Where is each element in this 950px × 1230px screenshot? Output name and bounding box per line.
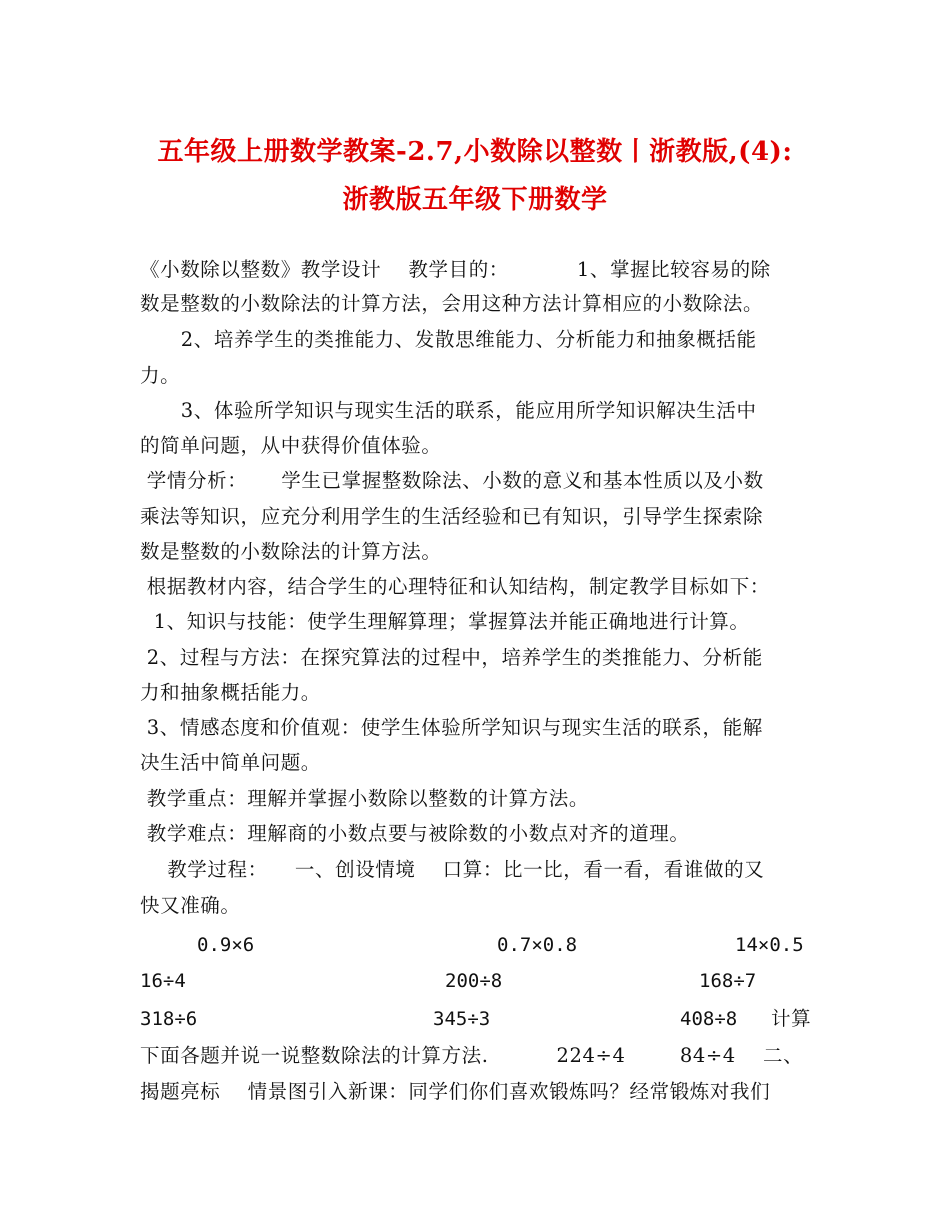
text-line: 3、体验所学知识与现实生活的联系，能应用所学知识解决生活中	[140, 399, 757, 422]
text-line: 决生活中简单问题。	[140, 751, 321, 774]
text-line: 力。	[140, 364, 181, 387]
text-line: 《小数除以整数》教学设计 教学目的： 1、掌握比较容易的除	[140, 258, 771, 281]
text-fragment: 计算	[771, 1007, 812, 1030]
math-expression: 0.7×0.8	[497, 934, 578, 956]
text-line: 2、培养学生的类推能力、发散思维能力、分析能力和抽象概括能	[140, 328, 757, 351]
text-line: 教学难点：理解商的小数点要与被除数的小数点对齐的道理。	[140, 822, 690, 845]
document-title-line-2: 浙教版五年级下册数学	[342, 185, 608, 215]
text-line: 3、情感态度和价值观：使学生体验所学知识与现实生活的联系，能解	[140, 716, 763, 739]
text-line: 乘法等知识，应充分利用学生的生活经验和已有知识，引导学生探索除	[140, 505, 764, 528]
math-expression: 318÷6	[140, 1008, 198, 1030]
math-expression: 0.9×6	[197, 934, 255, 956]
text-line: 的简单问题，从中获得价值体验。	[140, 434, 442, 457]
text-line: 力和抽象概括能力。	[140, 681, 321, 704]
text-line: 根据教材内容，结合学生的心理特征和认知结构，制定教学目标如下：	[140, 575, 770, 598]
text-line: 2、过程与方法：在探究算法的过程中，培养学生的类推能力、分析能	[140, 646, 763, 669]
text-line: 数是整数的小数除法的计算方法。	[140, 540, 442, 563]
text-line: 下面各题并说一说整数除法的计算方法. 224÷4 84÷4 二、	[140, 1044, 804, 1067]
text-line: 教学重点：理解并掌握小数除以整数的计算方法。	[140, 787, 589, 810]
math-expression: 200÷8	[445, 970, 503, 992]
text-line: 快又准确。	[140, 894, 241, 917]
text-line: 数是整数的小数除法的计算方法，会用这种方法计算相应的小数除法。	[140, 292, 764, 315]
text-line: 揭题亮标 情景图引入新课：同学们你们喜欢锻炼吗？经常锻炼对我们	[140, 1080, 771, 1103]
document-title-line-1: 五年级上册数学教案-2.7,小数除以整数丨浙教版,(4):	[157, 137, 793, 167]
text-line: 学情分析： 学生已掌握整数除法、小数的意义和基本性质以及小数	[140, 469, 764, 492]
math-expression: 408÷8	[680, 1008, 738, 1030]
math-expression: 168÷7	[699, 970, 757, 992]
text-line: 1、知识与技能：使学生理解算理；掌握算法并能正确地进行计算。	[140, 610, 750, 633]
math-expression: 14×0.5	[735, 934, 804, 956]
text-line: 教学过程： 一、创设情境 口算：比一比，看一看，看谁做的又	[140, 858, 765, 881]
math-expression: 16÷4	[140, 970, 186, 992]
math-expression: 345÷3	[433, 1008, 491, 1030]
